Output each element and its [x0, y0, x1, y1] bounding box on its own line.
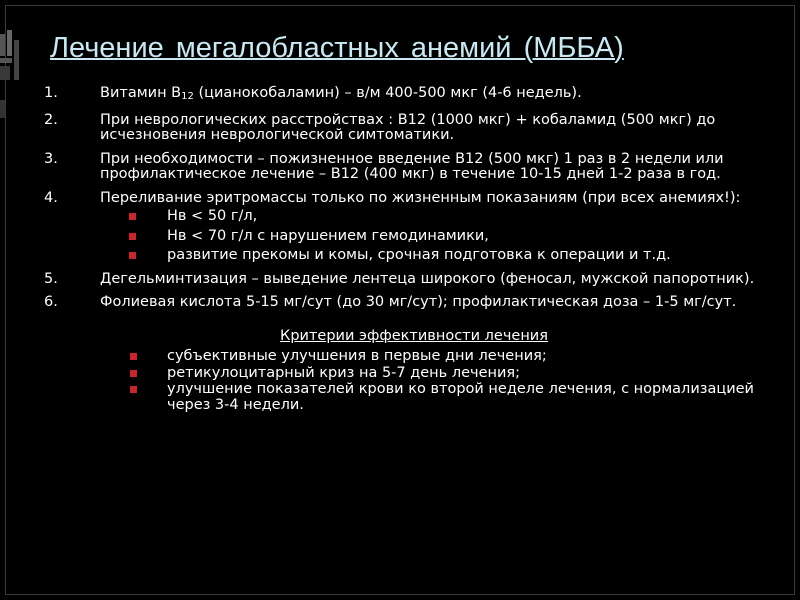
criteria-item — [44, 349, 764, 365]
sub-list-item — [100, 209, 764, 225]
list-item-3 — [44, 152, 764, 183]
treatment-list — [44, 86, 764, 311]
subscript: 12 — [181, 91, 194, 102]
square-bullet-icon — [130, 353, 137, 360]
list-number: 6. — [44, 294, 58, 310]
slide-title: Лечение мегалобластных анемий (МББА) — [50, 32, 624, 64]
sub-list — [100, 209, 764, 264]
list-item-text-part: (цианокобаламин) – в/м 400-500 мкг (4-6 недель). — [193, 85, 582, 101]
list-item-text: Дегельминтизация – выведение лентеца широкого (феносал, мужской папоротник). — [100, 270, 755, 287]
list-item-text-part: Витамин В — [100, 85, 182, 101]
criteria-item-text: субъективные улучшения в первые дни лечения; — [167, 348, 547, 364]
list-number: 1. — [44, 85, 58, 101]
list-item-1 — [44, 86, 764, 105]
criteria-item-text: ретикулоцитарный криз на 5-7 день лечения; — [167, 364, 521, 381]
list-number: 5. — [44, 270, 58, 287]
slide-content — [44, 86, 764, 415]
list-item-text: Переливание эритромассы только по жизненным показаниям (при всех анемиях!): — [100, 189, 741, 206]
square-bullet-icon — [129, 233, 136, 240]
criteria-item-text: улучшение показателей крови ко второй неделе лечения, с нормализацией через 3-4 недели. — [167, 381, 754, 413]
criteria-section — [44, 329, 764, 414]
decorative-bars — [0, 0, 22, 200]
list-item-text: При неврологических расстройствах : В12 (1000 мкг) + кобаламид (500 мкг) до исчезновения неврологической симтоматики. — [100, 111, 716, 143]
criteria-title: Критерии эффективности лечения — [280, 327, 548, 344]
list-item-text: При необходимости – пожизненное введение В12 (500 мкг) 1 раз в 2 недели или профилактическое лечение – В12 (400 мкг) в течение 10-15 дней 1-2 раза в год. — [100, 150, 724, 182]
list-item-4 — [44, 191, 764, 264]
criteria-list — [44, 349, 764, 413]
list-number: 2. — [44, 111, 58, 128]
square-bullet-icon — [130, 386, 137, 393]
square-bullet-icon — [129, 213, 136, 220]
sub-list-item — [100, 248, 764, 264]
list-number: 3. — [44, 150, 58, 167]
list-number: 4. — [44, 189, 58, 206]
criteria-item — [44, 382, 764, 413]
sub-list-item — [100, 229, 764, 245]
square-bullet-icon — [129, 252, 136, 259]
sub-list-item-text: развитие прекомы и комы, срочная подготовка к операции и т.д. — [167, 247, 671, 263]
list-item-5 — [44, 272, 764, 288]
criteria-item — [44, 366, 764, 382]
list-item-2 — [44, 113, 764, 144]
sub-list-item-text: Нв < 50 г/л, — [167, 208, 258, 224]
sub-list-item-text: Нв < 70 г/л с нарушением гемодинамики, — [167, 227, 489, 244]
square-bullet-icon — [130, 370, 137, 377]
list-item-text: Фолиевая кислота 5-15 мг/сут (до 30 мг/сут); профилактическая доза – 1-5 мг/сут. — [100, 294, 737, 310]
list-item-6 — [44, 295, 764, 311]
